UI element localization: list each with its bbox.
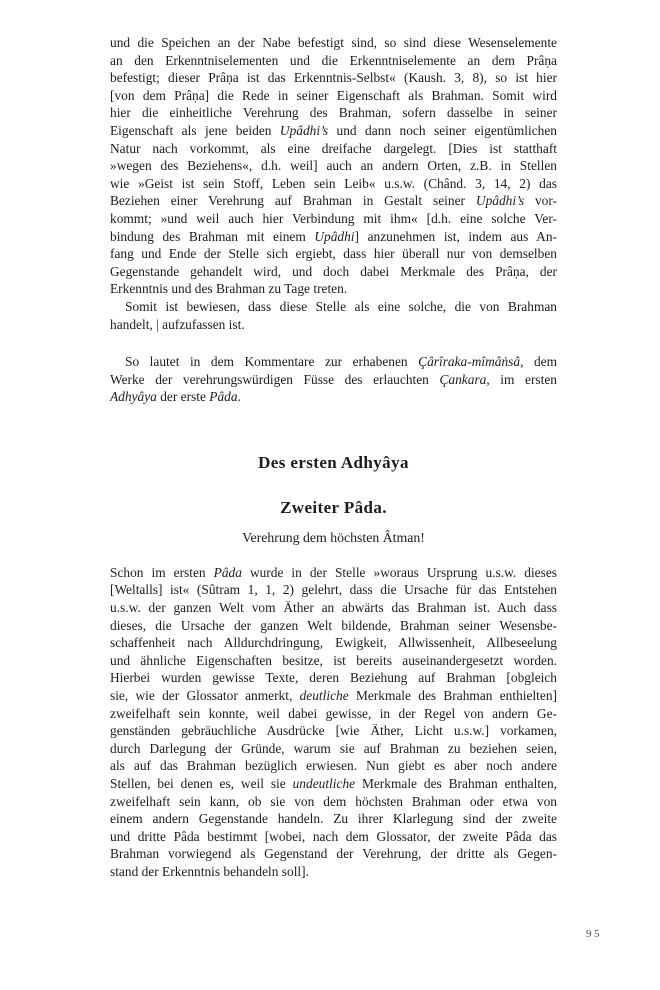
text-line — [110, 52, 557, 70]
text-line — [110, 175, 557, 193]
text-segment: einem andern Gegenstande handeln. Zu ihrer Klarlegung sind der zweite — [110, 811, 557, 827]
text-segment: dieses, die Ursache der ganzen Welt bildende, Brahman seiner Wesensbe- — [110, 617, 557, 633]
text-block — [110, 34, 557, 881]
italic-term: Upâdhi’s — [279, 122, 329, 138]
text-line — [110, 564, 557, 582]
heading-adhyaya: Des ersten Adhyâya — [258, 452, 409, 472]
heading-pada: Zweiter Pâda. — [280, 497, 387, 517]
text-segment: Merkmale des Brahman enthielten] — [348, 688, 557, 704]
text-line — [110, 263, 557, 281]
text-segment: , im ersten — [486, 371, 557, 387]
text-segment: Schon im ersten — [110, 564, 214, 580]
text-line — [110, 87, 557, 105]
paragraph-colophon — [110, 353, 557, 406]
text-line — [110, 104, 557, 122]
text-segment: So lautet in dem Kommentare zur erhabenen — [125, 354, 419, 370]
text-line — [110, 845, 557, 863]
text-segment: handelt, | aufzufassen ist. — [110, 316, 245, 332]
text-segment: sie, wie der Glossator anmerkt, — [110, 688, 300, 704]
text-segment: u.s.w. der ganzen Welt vom Äther an abwärts das Brahman ist. Auch dass — [110, 600, 557, 616]
text-segment: zweifelhaft sein kann, ob sie von dem höchsten Brahman oder etwa von — [110, 793, 557, 809]
text-line — [110, 705, 557, 723]
text-line — [110, 740, 557, 758]
paragraph-continuation — [110, 34, 557, 298]
text-line — [110, 669, 557, 687]
text-segment: Brahman vorwiegend als Gegenstand der Verehrung, der dritte als Gegen- — [110, 846, 557, 862]
text-segment: an den Erkenntniselementen und die Erkenntniselemente an dem Prâṇa — [110, 52, 557, 68]
text-line — [110, 353, 557, 371]
italic-term: Pâda — [209, 389, 238, 405]
text-line — [110, 634, 557, 652]
italic-term: deutliche — [299, 688, 349, 704]
italic-term: Adhyâya — [110, 389, 157, 405]
text-segment: schaffenheit nach Alldurchdringung, Ewigkeit, Allwissenheit, Allbeseelung — [110, 635, 557, 651]
dedication-line: Verehrung dem höchsten Âtman! — [242, 529, 425, 545]
text-segment: und dritte Pâda bestimmt [wobei, nach dem Glossator, der zweite Pâda das — [110, 828, 557, 844]
text-line — [110, 69, 557, 87]
text-segment: zweifelhaft sein konnte, weil dabei gewisse, in der Regel von andern Ge- — [110, 705, 557, 721]
italic-term: Upâdhi’s — [475, 193, 525, 209]
text-segment: kommt; »und weil auch hier Verbindung mit ihm« [d.h. eine solche Ver- — [110, 210, 557, 226]
text-segment: Natur nach vorkommt, als eine dreifache dargelegt. [Dies ist statthaft — [110, 140, 557, 156]
text-line — [110, 157, 557, 175]
text-segment: vor- — [524, 193, 558, 209]
italic-term: Çârîraka-mîmâṅsâ — [418, 354, 521, 370]
text-line — [110, 34, 557, 52]
text-line — [110, 316, 557, 334]
text-line — [110, 617, 557, 635]
paragraph-conclusion — [110, 298, 557, 333]
text-line — [110, 210, 557, 228]
text-line — [110, 652, 557, 670]
italic-term: undeutliche — [292, 776, 356, 791]
text-segment: Stellen, bei denen es, weil sie — [110, 776, 293, 791]
text-segment: der erste — [156, 389, 210, 405]
text-line — [110, 192, 557, 210]
text-segment: »wegen des Beziehens«, d.h. weil] auch an andern Orten, z.B. in Stellen — [110, 158, 557, 174]
text-segment: hier die einheitliche Verehrung des Brahman, sofern dasselbe in seiner — [110, 105, 557, 121]
text-segment: [von dem Prâṇa] die Rede in seiner Eigenschaft als Brahman. Somit wird — [110, 87, 557, 103]
text-segment: , dem — [520, 354, 558, 370]
text-segment: Hierbei wurden gewisse Texte, deren Beziehung auf Brahman [obgleich — [110, 670, 557, 686]
text-line — [110, 810, 557, 828]
text-segment: wie »Geist ist sein Stoff, Leben sein Leib« u.s.w. (Chând. 3, 14, 2) das — [110, 175, 557, 191]
text-line — [110, 245, 557, 263]
text-segment: und die Speichen an der Nabe befestigt sind, so sind diese Wesenselemente — [110, 35, 557, 50]
text-segment: Gegenstande gehandelt wird, und doch dabei Merkmale des Prâṇa, der — [110, 263, 557, 279]
text-segment: fang und Ende der Stelle sich ergiebt, dass hier überall nur von demselben — [110, 246, 557, 262]
text-segment: [Weltalls] ist« (Sûtram 1, 1, 2) gelehrt, dass die Ursache für das Entstehen — [110, 582, 557, 598]
text-line — [110, 371, 557, 389]
page-number: 95 — [586, 928, 602, 940]
text-line — [110, 687, 557, 705]
text-line — [110, 722, 557, 740]
text-line — [110, 599, 557, 617]
text-segment: ] anzunehmen ist, indem aus An- — [354, 228, 557, 244]
text-line — [110, 757, 557, 775]
text-segment: als auf das Brahman bezüglich erwiesen. Nun giebt es aber noch andere — [110, 758, 557, 774]
text-segment: Beziehen einer Verehrung auf Brahman in Gestalt seiner — [110, 193, 476, 209]
text-segment: durch Darlegung der Gründe, warum sie auf Brahman zu beziehen seien, — [110, 740, 557, 756]
text-segment: Eigenschaft als jene beiden — [110, 122, 280, 138]
text-segment: genständen gebräuchliche Ausdrücke [wie Äther, Licht u.s.w.] vorkamen, — [110, 723, 557, 739]
text-line — [110, 388, 557, 406]
text-segment: bindung des Brahman mit einem — [110, 228, 315, 244]
text-segment: befestigt; dieser Prâṇa ist das Erkenntnis-Selbst« (Kaush. 3, 8), so ist hier — [110, 70, 557, 86]
text-line — [110, 298, 557, 316]
italic-term: Upâdhi — [314, 228, 355, 244]
italic-term: Çankara — [439, 371, 487, 387]
text-segment: und ähnliche Eigenschaften besitze, ist bereits auseinandergesetzt worden. — [110, 652, 557, 668]
paragraph-pada-intro — [110, 564, 557, 881]
text-line — [110, 228, 557, 246]
text-line — [110, 280, 557, 298]
text-line — [110, 793, 557, 811]
text-segment: Werke der verehrungswürdigen Füsse des erlauchten — [110, 371, 440, 387]
text-segment: und dann noch seiner eigentümlichen — [328, 122, 558, 138]
text-segment: Erkenntnis und des Brahman zu Tage treten. — [110, 281, 348, 297]
text-line — [110, 775, 557, 793]
text-line — [110, 828, 557, 846]
text-line — [110, 581, 557, 599]
italic-term: Pâda — [213, 564, 242, 580]
text-segment: . — [237, 389, 241, 405]
text-segment: stand der Erkenntnis behandeln soll]. — [110, 863, 309, 879]
text-line — [110, 122, 557, 140]
text-segment: wurde in der Stelle »woraus Ursprung u.s.w. dieses — [241, 564, 557, 580]
text-line — [110, 140, 557, 158]
text-segment: Merkmale des Brahman enthalten, — [355, 776, 557, 791]
text-segment: Somit ist bewiesen, dass diese Stelle als eine solche, die von Brahman — [125, 298, 557, 314]
text-line — [110, 863, 557, 881]
